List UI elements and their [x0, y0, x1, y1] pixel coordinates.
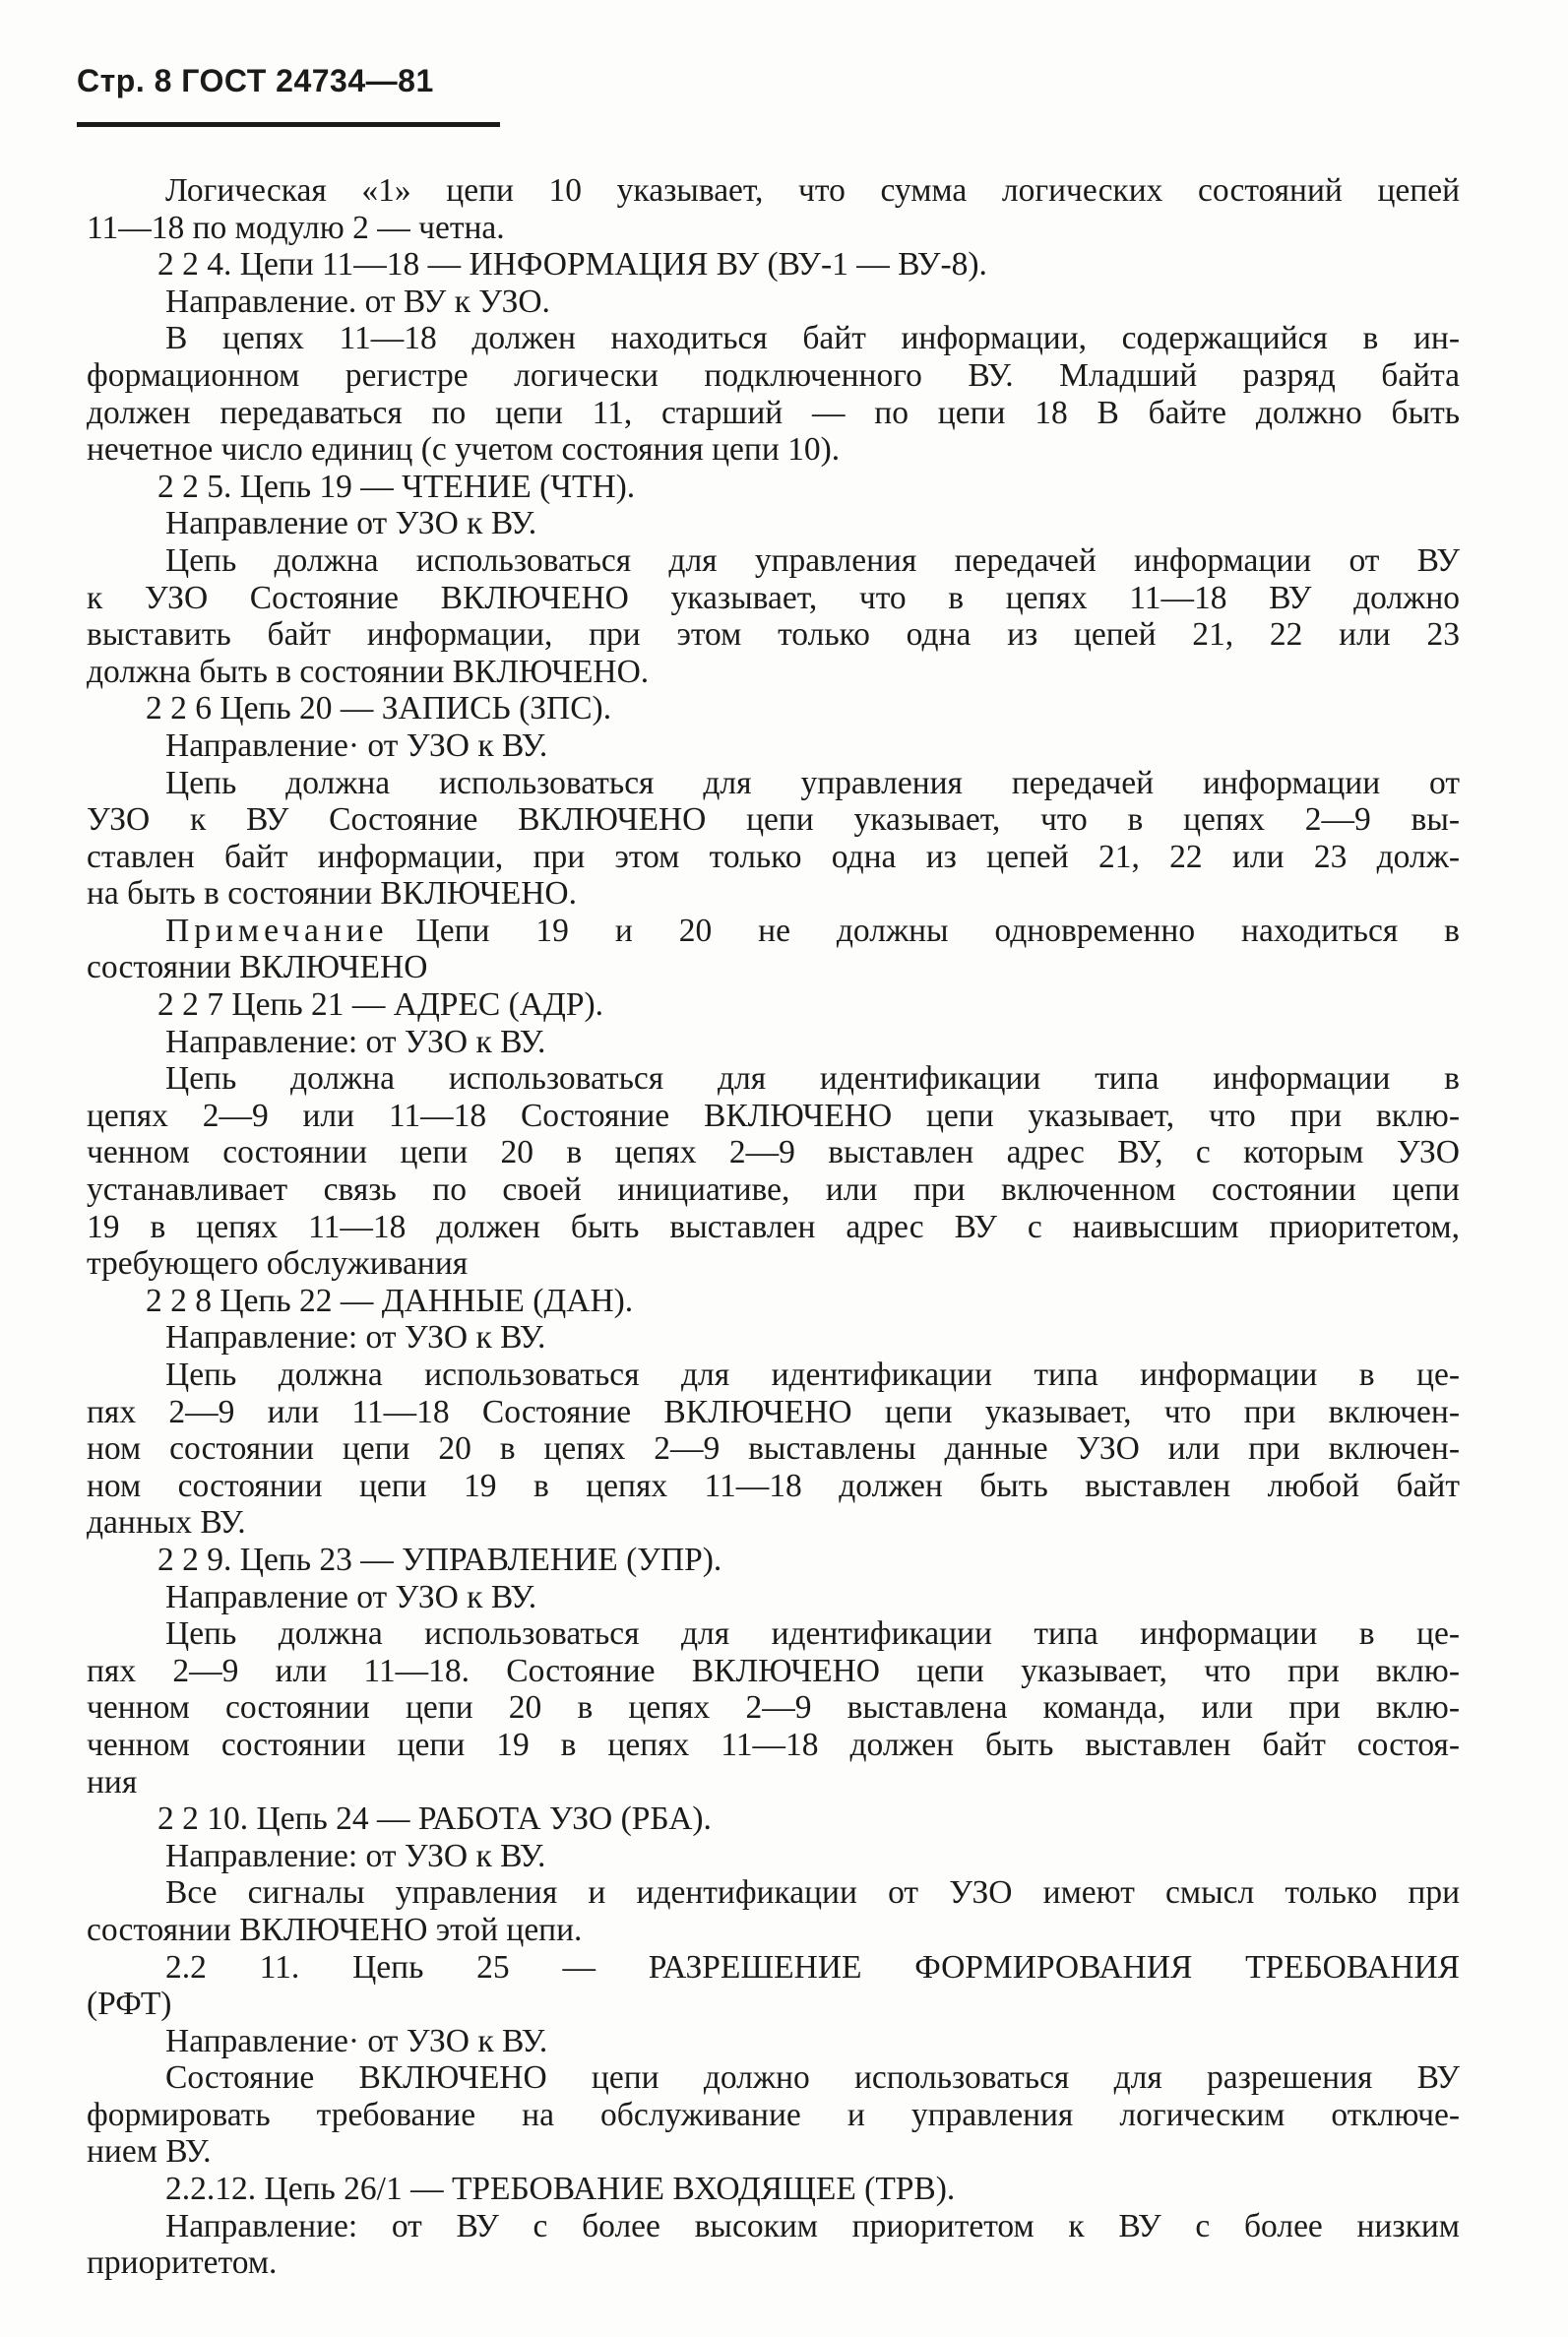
- text-line: на быть в состоянии ВКЛЮЧЕНО.: [87, 875, 577, 913]
- text-line: состоянии ВКЛЮЧЕНО: [87, 949, 428, 986]
- text-line: выставить байт информации, при этом только одна из цепей 21, 22 или 23: [87, 616, 1460, 654]
- text-line: ния: [87, 1763, 138, 1800]
- text-line: Цепь должна использоваться для идентификации типа информации в це-: [165, 1357, 1460, 1393]
- text-line: цепях 2—9 или 11—18 Состояние ВКЛЮЧЕНО цепи указывает, что при вклю-: [87, 1097, 1460, 1134]
- section-heading: 2 2 4. Цепи 11—18 — ИНФОРМАЦИЯ ВУ (ВУ-1 — ВУ-8).: [157, 246, 987, 284]
- text-line: требующего обслуживания: [87, 1245, 469, 1283]
- section-heading: 2 2 9. Цепь 23 — УПРАВЛЕНИЕ (УПР).: [157, 1541, 722, 1578]
- text-line: ставлен байт информации, при этом только одна из цепей 21, 22 или 23 долж-: [87, 838, 1460, 875]
- text-line: нием ВУ.: [87, 2133, 212, 2171]
- text-line: состоянии ВКЛЮЧЕНО этой цепи.: [87, 1911, 583, 1948]
- text-line: ном состоянии цепи 19 в цепях 11—18 должен быть выставлен любой байт: [87, 1467, 1460, 1504]
- text-line: пях 2—9 или 11—18 Состояние ВКЛЮЧЕНО цепи указывает, что при включен-: [87, 1393, 1460, 1430]
- text-line: Цепь должна использоваться для управления передачей информации от ВУ: [165, 541, 1460, 579]
- text-line: Направление от УЗО к ВУ.: [165, 1578, 537, 1615]
- text-line: Направление: от ВУ с более высоким приоритетом к ВУ с более низким: [165, 2207, 1460, 2244]
- page-header: Стр. 8 ГОСТ 24734—81: [77, 63, 500, 127]
- section-heading: 2 2 8 Цепь 22 — ДАННЫЕ (ДАН).: [146, 1282, 634, 1319]
- text-line: Направление: от УЗО к ВУ.: [165, 1023, 546, 1060]
- text-line: УЗО к ВУ Состояние ВКЛЮЧЕНО цепи указывает, что в цепях 2—9 вы-: [87, 801, 1460, 839]
- section-heading: 2 2 10. Цепь 24 — РАБОТА УЗО (РБА).: [157, 1800, 712, 1838]
- note-line: [87, 913, 1460, 950]
- section-heading: 2.2.12. Цепь 26/1 — ТРЕБОВАНИЕ ВХОДЯЩЕЕ (ТРВ).: [165, 2171, 956, 2208]
- text-line: Направление. от ВУ к УЗО.: [165, 283, 550, 320]
- text-line: должен передаваться по цепи 11, старший — по цепи 18 В байте должно быть: [87, 394, 1460, 431]
- text-line: ченном состоянии цепи 20 в цепях 2—9 выставлен адрес ВУ, с которым УЗО: [87, 1134, 1460, 1171]
- text-line: формационном регистре логически подключенного ВУ. Младший разряд байта: [87, 356, 1460, 394]
- note-label: Примечание: [165, 912, 389, 949]
- text-line: к УЗО Состояние ВКЛЮЧЕНО указывает, что в цепях 11—18 ВУ должно: [87, 579, 1460, 616]
- text-line: Цепь должна использоваться для управления передачей информации от: [165, 764, 1460, 801]
- text-line: Направление: от УЗО к ВУ.: [165, 1319, 546, 1357]
- text-line: Направление: от УЗО к ВУ.: [165, 1837, 546, 1874]
- text-line: Состояние ВКЛЮЧЕНО цепи должно использоваться для разрешения ВУ: [165, 2059, 1460, 2097]
- text-line: ченном состоянии цепи 20 в цепях 2—9 выставлена команда, или при вклю-: [87, 1689, 1460, 1727]
- section-heading: 2 2 7 Цепь 21 — АДРЕС (АДР).: [157, 986, 603, 1024]
- text-line: Цепь должна использоваться для идентификации типа информации в це-: [165, 1615, 1460, 1653]
- text-line: 11—18 по модулю 2 — четна.: [87, 209, 505, 246]
- text-line: ном состоянии цепи 20 в цепях 2—9 выставлены данные УЗО или при включен-: [87, 1430, 1460, 1468]
- text-line: Направление от УЗО к ВУ.: [165, 505, 537, 542]
- section-heading: 2 2 5. Цепь 19 — ЧТЕНИЕ (ЧТН).: [157, 468, 636, 505]
- text-line: Цепь должна использоваться для идентификации типа информации в: [165, 1060, 1460, 1098]
- section-heading: 2 2 6 Цепь 20 — ЗАПИСЬ (ЗПС).: [146, 690, 612, 727]
- section-heading: 2.2 11. Цепь 25 — РАЗРЕШЕНИЕ ФОРМИРОВАНИЯ ТРЕБОВАНИЯ: [165, 1948, 1460, 1986]
- text-line: ченном состоянии цепи 19 в цепях 11—18 должен быть выставлен байт состоя-: [87, 1726, 1460, 1763]
- text-line: Направление· от УЗО к ВУ.: [165, 726, 548, 764]
- text-line: Логическая «1» цепи 10 указывает, что сумма логических состояний цепей: [165, 172, 1460, 209]
- text-line: должна быть в состоянии ВКЛЮЧЕНО.: [87, 653, 650, 690]
- text-line: (РФТ): [87, 1986, 172, 2023]
- text-line: 19 в цепях 11—18 должен быть выставлен адрес ВУ с наивысшим приоритетом,: [87, 1208, 1460, 1245]
- text-line: формировать требование на обслуживание и управления логическим отключе-: [87, 2096, 1460, 2133]
- note-text: Цепи 19 и 20 не должны одновременно находиться в: [415, 912, 1460, 949]
- text-line: приоритетом.: [87, 2244, 278, 2282]
- text-line: пях 2—9 или 11—18. Состояние ВКЛЮЧЕНО цепи указывает, что при вклю-: [87, 1652, 1460, 1689]
- text-line: В цепях 11—18 должен находиться байт информации, содержащийся в ин-: [165, 320, 1460, 357]
- text-line: данных ВУ.: [87, 1504, 246, 1542]
- body-text: [87, 172, 1460, 2282]
- text-line: нечетное число единиц (с учетом состояния цепи 10).: [87, 431, 841, 469]
- text-line: устанавливает связь по своей инициативе, или при включенном состоянии цепи: [87, 1171, 1460, 1209]
- text-line: Все сигналы управления и идентификации от УЗО имеют смысл только при: [165, 1874, 1460, 1912]
- text-line: Направление· от УЗО к ВУ.: [165, 2022, 548, 2059]
